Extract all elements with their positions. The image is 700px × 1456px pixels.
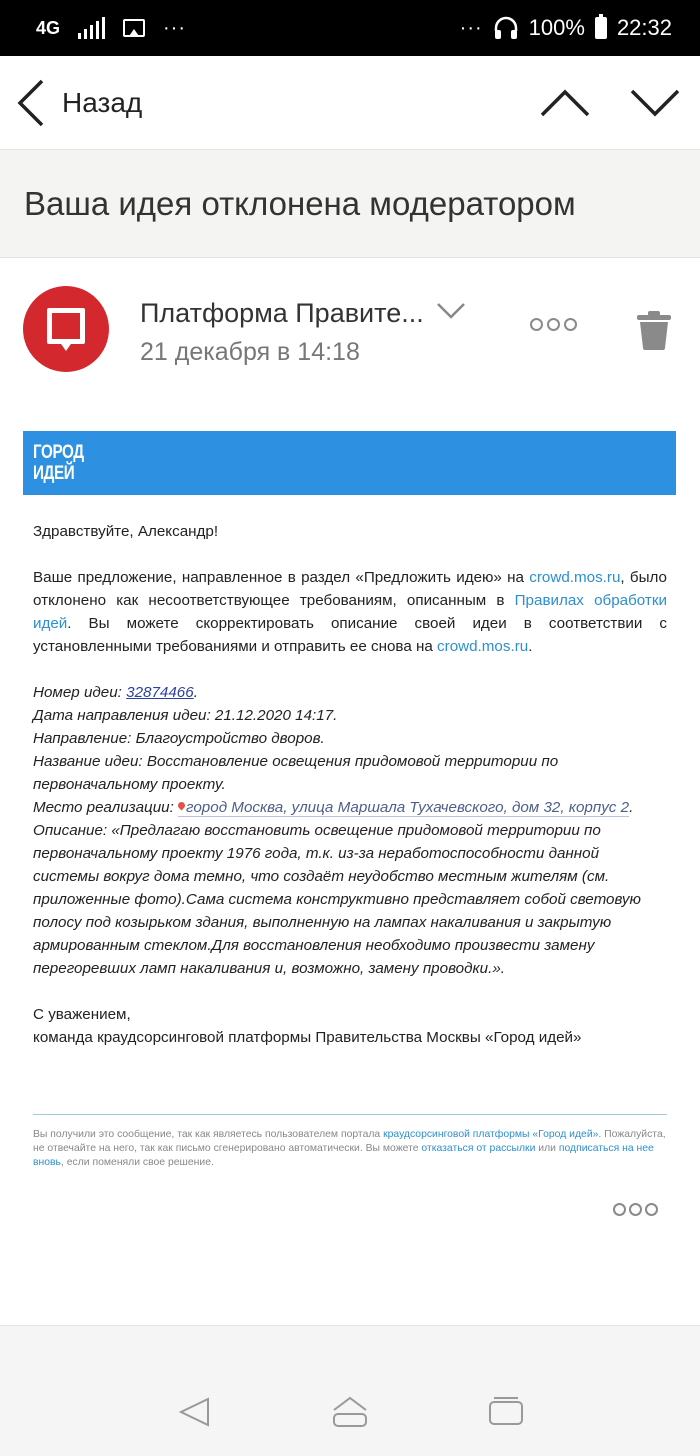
regards: С уважением, xyxy=(33,1006,131,1023)
idea-title: Название идеи: Восстановление освещения придомовой территории по первоначальному проекту. xyxy=(33,753,559,793)
nav-back-icon[interactable] xyxy=(178,1396,210,1428)
logo-line-1: ГОРОД xyxy=(33,442,84,463)
text: или xyxy=(535,1143,559,1154)
footer-divider xyxy=(33,1114,667,1115)
gallery-notification-icon xyxy=(123,19,145,37)
idea-details xyxy=(33,681,667,980)
text: . Пожалуйста, не отвечайте на него, так как письмо сгенерировано автоматически. Вы можете xyxy=(33,1129,666,1154)
status-more-icon: ··· xyxy=(459,16,483,39)
dot-icon xyxy=(645,1203,658,1216)
system-nav-bar xyxy=(0,1325,700,1456)
status-bar xyxy=(0,0,700,56)
text: Ваше предложение, направленное в раздел «Предложить идею» на xyxy=(33,569,530,586)
map-pin-icon xyxy=(178,802,185,812)
dot-icon xyxy=(613,1203,626,1216)
subject-header xyxy=(0,150,700,258)
text: , было отклонено как несоответствующее требованиям, описанным в xyxy=(33,569,667,609)
email-banner xyxy=(23,431,676,495)
unsubscribe-link[interactable]: отказаться от рассылки xyxy=(421,1143,536,1154)
previous-message-button[interactable] xyxy=(540,88,590,118)
text: , если поменяли свое решение. xyxy=(60,1157,214,1168)
rejection-paragraph xyxy=(33,566,667,658)
text: . xyxy=(528,638,533,655)
next-message-button[interactable] xyxy=(630,88,680,118)
battery-icon xyxy=(595,17,607,39)
idea-direction: Направление: Благоустройство дворов. xyxy=(33,730,325,747)
more-notifications-icon: ··· xyxy=(163,16,186,39)
nav-home-icon[interactable] xyxy=(332,1396,368,1428)
top-nav xyxy=(0,56,700,150)
text: . xyxy=(193,684,198,701)
idea-number-label: Номер идеи: xyxy=(33,684,127,701)
nav-recents-icon[interactable] xyxy=(488,1396,524,1428)
crowd-link-2[interactable]: crowd.mos.ru xyxy=(437,638,529,655)
speech-bubble-icon xyxy=(47,308,85,344)
email-body xyxy=(33,520,667,1072)
text: . xyxy=(629,799,634,816)
idea-date: Дата направления идеи: 21.12.2020 14:17. xyxy=(33,707,338,724)
avatar[interactable] xyxy=(23,286,109,372)
text: . Вы можете скорректировать описание своей идеи в соответствии с установленными требованиями и отправить ее снова на xyxy=(33,615,667,655)
logo-line-2: ИДЕЙ xyxy=(33,463,75,484)
rules-link[interactable]: Правилах обработки идей xyxy=(33,592,668,632)
show-more-button[interactable] xyxy=(613,1203,658,1216)
sender-name[interactable]: Платформа Правите... xyxy=(140,298,424,328)
subject-title: Ваша идея отклонена модератором xyxy=(24,184,576,222)
place-label: Место реализации: xyxy=(33,799,179,816)
back-button[interactable] xyxy=(16,79,142,127)
chevron-left-icon xyxy=(16,79,46,127)
battery-percent: 100% xyxy=(528,15,585,40)
dot-icon xyxy=(564,318,577,331)
place-text: город Москва, улица Маршала Тухачевского, дом 32, корпус 2 xyxy=(186,799,630,816)
back-label: Назад xyxy=(62,86,143,118)
dot-icon xyxy=(530,318,543,331)
footer-note xyxy=(33,1128,667,1170)
gorod-idey-logo[interactable] xyxy=(33,442,84,484)
place-link[interactable] xyxy=(178,799,629,817)
clock: 22:32 xyxy=(616,15,672,40)
dot-icon xyxy=(547,318,560,331)
text: Вы получили это сообщение, так как являетесь пользователем портала xyxy=(33,1129,384,1140)
headphones-icon xyxy=(493,15,519,41)
team-name: команда краудсорсинговой платформы Правительства Москвы «Город идей» xyxy=(33,1029,582,1046)
chevron-down-icon[interactable] xyxy=(436,302,466,320)
idea-description: Описание: «Предлагаю восстановить освещение придомовой территории по первоначальному проекту 1976 года, т.к. из-за неработоспособности данной системы вокруг дома темно, что создаёт неудобство местным жителям (см. приложенные фото).Сама система конструктивно представляет собой световую полосу под козырьком здания, выполненную на лампах накаливания и закрытую армированным стеклом.Для восстановления необходимо произвести замену перегоревших ламп накаливания и, возможно, замену проводки.». xyxy=(33,822,641,977)
sender-block xyxy=(0,258,700,408)
resubscribe-link[interactable]: подписаться на нее вновь xyxy=(33,1143,654,1168)
crowd-link[interactable]: crowd.mos.ru xyxy=(529,569,621,586)
trash-icon[interactable] xyxy=(636,310,672,350)
greeting: Здравствуйте, Александр! xyxy=(33,523,219,540)
network-indicator: 4G xyxy=(36,18,61,38)
signature xyxy=(33,1003,667,1049)
dot-icon xyxy=(629,1203,642,1216)
speech-bubble-tail xyxy=(59,341,73,351)
signal-icon xyxy=(78,17,105,39)
platform-link[interactable]: краудсорсинговой платформы «Город идей» xyxy=(383,1129,599,1140)
idea-number-link[interactable]: 32874466 xyxy=(126,684,194,701)
message-more-button[interactable] xyxy=(530,318,577,331)
sender-date: 21 декабря в 14:18 xyxy=(140,338,360,366)
